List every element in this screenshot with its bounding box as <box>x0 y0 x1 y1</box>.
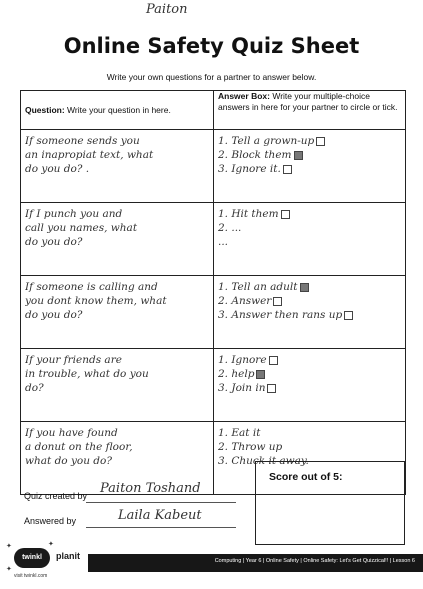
question-cell[interactable]: If I punch you and call you names, what do you do? <box>21 203 214 276</box>
answer-cell[interactable]: 1. Ignore 2. help 3. Join in <box>214 349 406 422</box>
page-title: Online Safety Quiz Sheet <box>63 34 360 58</box>
question-cell[interactable]: If your friends are in trouble, what do you do? <box>21 349 214 422</box>
created-by-field[interactable]: Paiton Toshand <box>100 481 201 496</box>
answer-cell[interactable]: 1. Tell an adult 2. Answer 3. Answer then rans up <box>214 276 406 349</box>
question-cell[interactable]: If someone is calling and you dont know them, what do you do? <box>21 276 214 349</box>
question-header: Question: Write your question in here. <box>21 91 214 130</box>
logo-plan-text: planit <box>56 551 80 561</box>
checkbox[interactable] <box>316 137 325 146</box>
answered-by-line <box>86 527 236 528</box>
answer-cell[interactable]: 1. Eat it 2. Throw up 3. Chuck it away. <box>214 422 406 495</box>
twinkl-logo <box>4 540 120 585</box>
handwritten-name: Paiton <box>146 2 188 17</box>
star-icon: ✦ <box>6 543 12 550</box>
checkbox[interactable] <box>300 283 309 292</box>
quiz-row <box>21 203 406 276</box>
answer-cell[interactable]: 1. Tell a grown-up 2. Block them 3. Ignore it. <box>214 130 406 203</box>
checkbox[interactable] <box>344 311 353 320</box>
question-cell[interactable]: If you have found a donut on the floor, what do you do? <box>21 422 214 495</box>
quiz-row <box>21 349 406 422</box>
answered-by-field[interactable]: Laila Kabeut <box>118 508 202 523</box>
checkbox[interactable] <box>269 356 278 365</box>
created-by-line <box>86 502 236 503</box>
question-cell[interactable]: If someone sends you an inapropiat text, what do you do? . <box>21 130 214 203</box>
checkbox[interactable] <box>294 151 303 160</box>
star-icon: ✦ <box>6 566 12 573</box>
instructions: Write your own questions for a partner to answer below. <box>106 72 317 82</box>
quiz-table <box>20 90 406 495</box>
logo-badge: twinkl <box>14 548 50 568</box>
footer-lesson-text: Computing | Year 6 | Online Safety | Online Safety: Let's Get Quizzical!! | Lesson 6 <box>214 558 415 564</box>
score-label: Score out of 5: <box>269 471 343 483</box>
quiz-row <box>21 130 406 203</box>
checkbox[interactable] <box>256 370 265 379</box>
footer-band <box>88 554 423 572</box>
answer-cell[interactable]: 1. Hit them 2. ... ... <box>214 203 406 276</box>
answer-header: Answer Box: Write your multiple-choice answers in here for your partner to circle or tick. <box>214 91 406 130</box>
checkbox[interactable] <box>267 384 276 393</box>
answered-by-label: Answered by <box>24 516 77 526</box>
star-icon: ✦ <box>48 541 54 548</box>
checkbox[interactable] <box>281 210 290 219</box>
checkbox[interactable] <box>283 165 292 174</box>
checkbox[interactable] <box>273 297 282 306</box>
logo-url: visit twinkl.com <box>14 573 48 579</box>
quiz-row <box>21 276 406 349</box>
score-box[interactable] <box>255 461 405 545</box>
created-by-label: Quiz created by <box>24 491 88 501</box>
